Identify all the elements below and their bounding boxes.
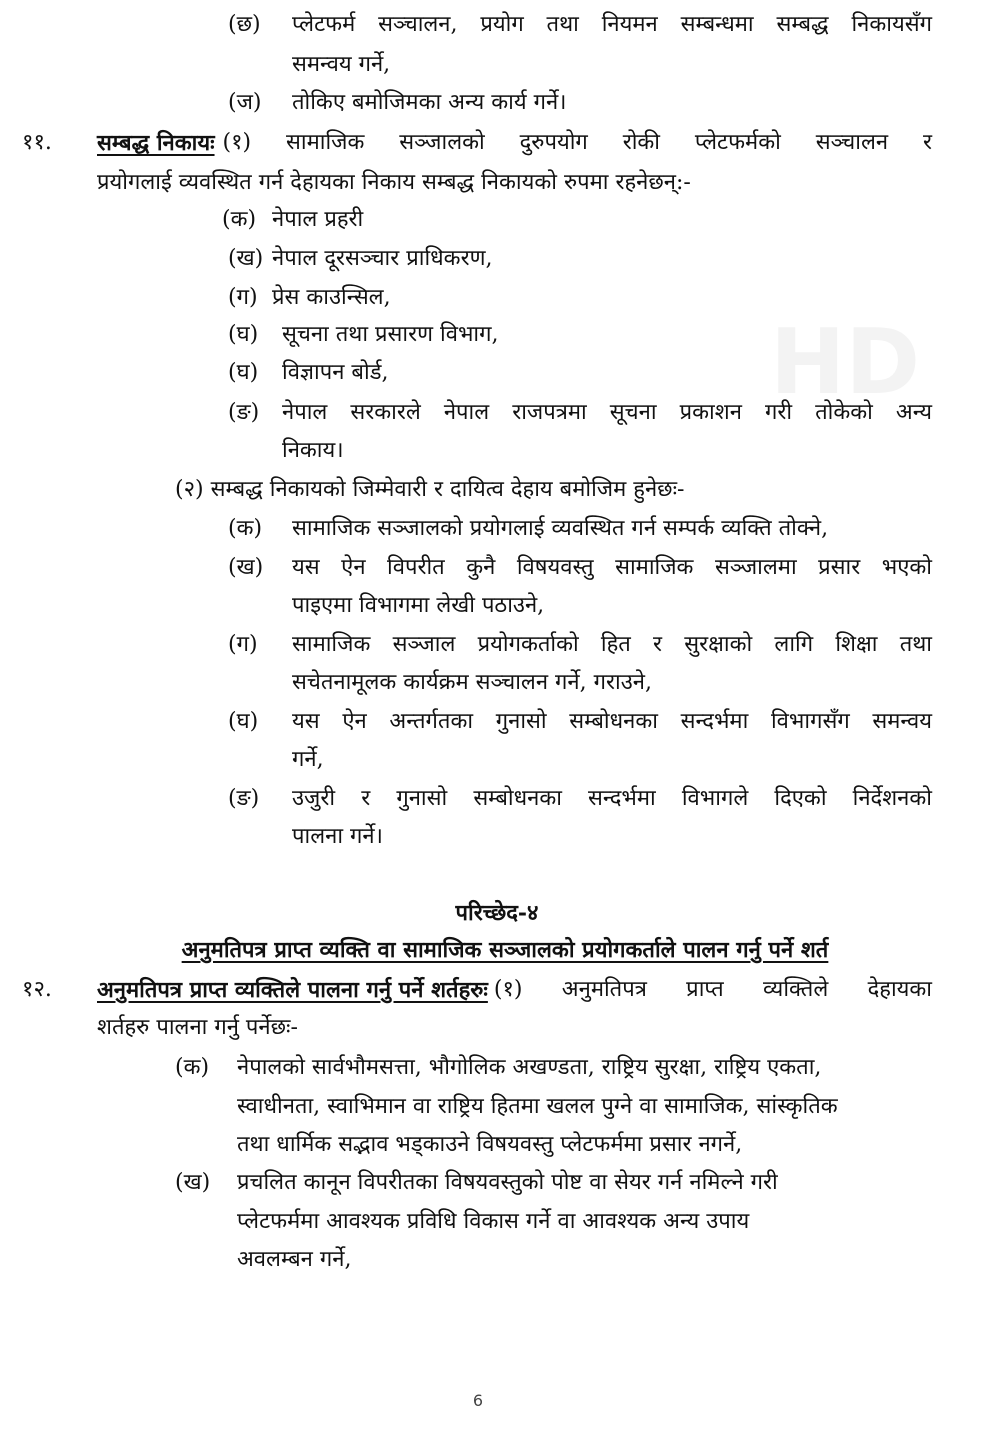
list-item-text: सामाजिक सञ्जालको प्रयोगलाई व्यवस्थित गर्न सम्पर्क व्यक्ति तोक्ने, <box>292 516 829 541</box>
section-title: अनुमतिपत्र प्राप्त व्यक्तिले पालना गर्नु पर्ने शर्तहरुः <box>97 977 488 1003</box>
list-item-text: नेपाल सरकारले नेपाल राजपत्रमा सूचना प्रकाशन गरी तोकेको अन्य <box>282 400 932 425</box>
list-item-text: प्रचलित कानून विपरीतका विषयवस्तुको पोष्ट वा सेयर गर्न नमिल्ने गरी <box>237 1170 778 1195</box>
chapter-subtitle: अनुमतिपत्र प्राप्त व्यक्ति वा सामाजिक सञ्जालको प्रयोगकर्ताले पालन गर्नु पर्ने शर्त <box>181 937 829 963</box>
subsection-intro: (२) सम्बद्ध निकायको जिम्मेवारी र दायित्व देहाय बमोजिम हुनेछः- <box>175 477 685 502</box>
list-item-text: तथा धार्मिक सद्भाव भड्काउने विषयवस्तु प्लेटफर्ममा प्रसार नगर्ने, <box>237 1132 743 1157</box>
list-item-text: यस ऐन अन्तर्गतका गुनासो सम्बोधनका सन्दर्भमा विभागसँग समन्वय <box>292 709 932 734</box>
list-item-label: (क) <box>228 516 263 541</box>
section-number: ११. <box>22 130 52 155</box>
list-item-label: (ज) <box>228 90 262 115</box>
list-item-label: (घ) <box>228 322 259 347</box>
list-item-text: गर्ने, <box>292 747 324 772</box>
list-item-label: (क) <box>175 1055 210 1080</box>
list-item-label: (ख) <box>228 555 264 580</box>
list-item-text: तोकिए बमोजिमका अन्य कार्य गर्ने। <box>292 90 567 115</box>
list-item-text: समन्वय गर्ने, <box>292 52 391 77</box>
list-item-label: (ख) <box>228 246 264 271</box>
list-item-text: प्लेटफर्ममा आवश्यक प्रविधि विकास गर्ने वा आवश्यक अन्य उपाय <box>237 1209 750 1234</box>
list-item-label: (घ) <box>228 709 259 734</box>
list-item-text: सचेतनामूलक कार्यक्रम सञ्चालन गर्ने, गराउने, <box>292 670 652 695</box>
list-item-text: नेपाल प्रहरी <box>272 207 364 232</box>
list-item-label: (ङ) <box>228 786 260 811</box>
list-item-text: पालना गर्ने। <box>292 824 383 849</box>
list-item-label: (ङ) <box>228 400 260 425</box>
list-item-text: यस ऐन विपरीत कुनै विषयवस्तु सामाजिक सञ्जालमा प्रसार भएको <box>292 555 932 580</box>
list-item-text: अवलम्बन गर्ने, <box>237 1247 352 1272</box>
page-number: 6 <box>472 1391 484 1410</box>
list-item-text: नेपाल दूरसञ्चार प्राधिकरण, <box>272 246 493 271</box>
section-text: प्रयोगलाई व्यवस्थित गर्न देहायका निकाय सम्बद्ध निकायको रुपमा रहनेछन्:- <box>97 170 691 195</box>
list-item-label: (ग) <box>228 632 258 657</box>
section-text: शर्तहरु पालना गर्नु पर्नेछः- <box>97 1015 298 1040</box>
section-text: (१) अनुमतिपत्र प्राप्त व्यक्तिले देहायका <box>493 977 932 1002</box>
chapter-heading: परिच्छेद-४ <box>455 900 539 926</box>
list-item-text: सूचना तथा प्रसारण विभाग, <box>282 322 499 347</box>
list-item-label: (छ) <box>228 12 261 37</box>
list-item-text: सामाजिक सञ्जाल प्रयोगकर्ताको हित र सुरक्षाको लागि शिक्षा तथा <box>292 632 932 657</box>
list-item-text: प्लेटफर्म सञ्चालन, प्रयोग तथा नियमन सम्बन्धमा सम्बद्ध निकायसँग <box>292 12 932 37</box>
list-item-text: नेपालको सार्वभौमसत्ता, भौगोलिक अखण्डता, राष्ट्रिय सुरक्षा, राष्ट्रिय एकता, <box>237 1055 822 1080</box>
list-item-text: निकाय। <box>282 438 344 463</box>
list-item-text: विज्ञापन बोर्ड, <box>282 360 389 385</box>
list-item-text: प्रेस काउन्सिल, <box>272 285 391 310</box>
section-title: सम्बद्ध निकायः <box>97 130 215 156</box>
section-text: (१) सामाजिक सञ्जालको दुरुपयोग रोकी प्लेटफर्मको सञ्चालन र <box>222 130 932 155</box>
list-item-text: पाइएमा विभागमा लेखी पठाउने, <box>292 593 545 618</box>
section-heading-line <box>97 975 932 1005</box>
list-item-label: (ग) <box>228 285 258 310</box>
watermark-logo: HD <box>770 310 921 415</box>
list-item-label: (ख) <box>175 1170 211 1195</box>
section-number: १२. <box>22 977 52 1002</box>
section-heading-line <box>97 128 932 158</box>
list-item-label: (क) <box>222 207 257 232</box>
list-item-text: उजुरी र गुनासो सम्बोधनका सन्दर्भमा विभागले दिएको निर्देशनको <box>292 786 932 811</box>
list-item-label: (घ) <box>228 360 259 385</box>
list-item-text: स्वाधीनता, स्वाभिमान वा राष्ट्रिय हितमा खलल पुग्ने वा सामाजिक, सांस्कृतिक <box>237 1094 838 1119</box>
